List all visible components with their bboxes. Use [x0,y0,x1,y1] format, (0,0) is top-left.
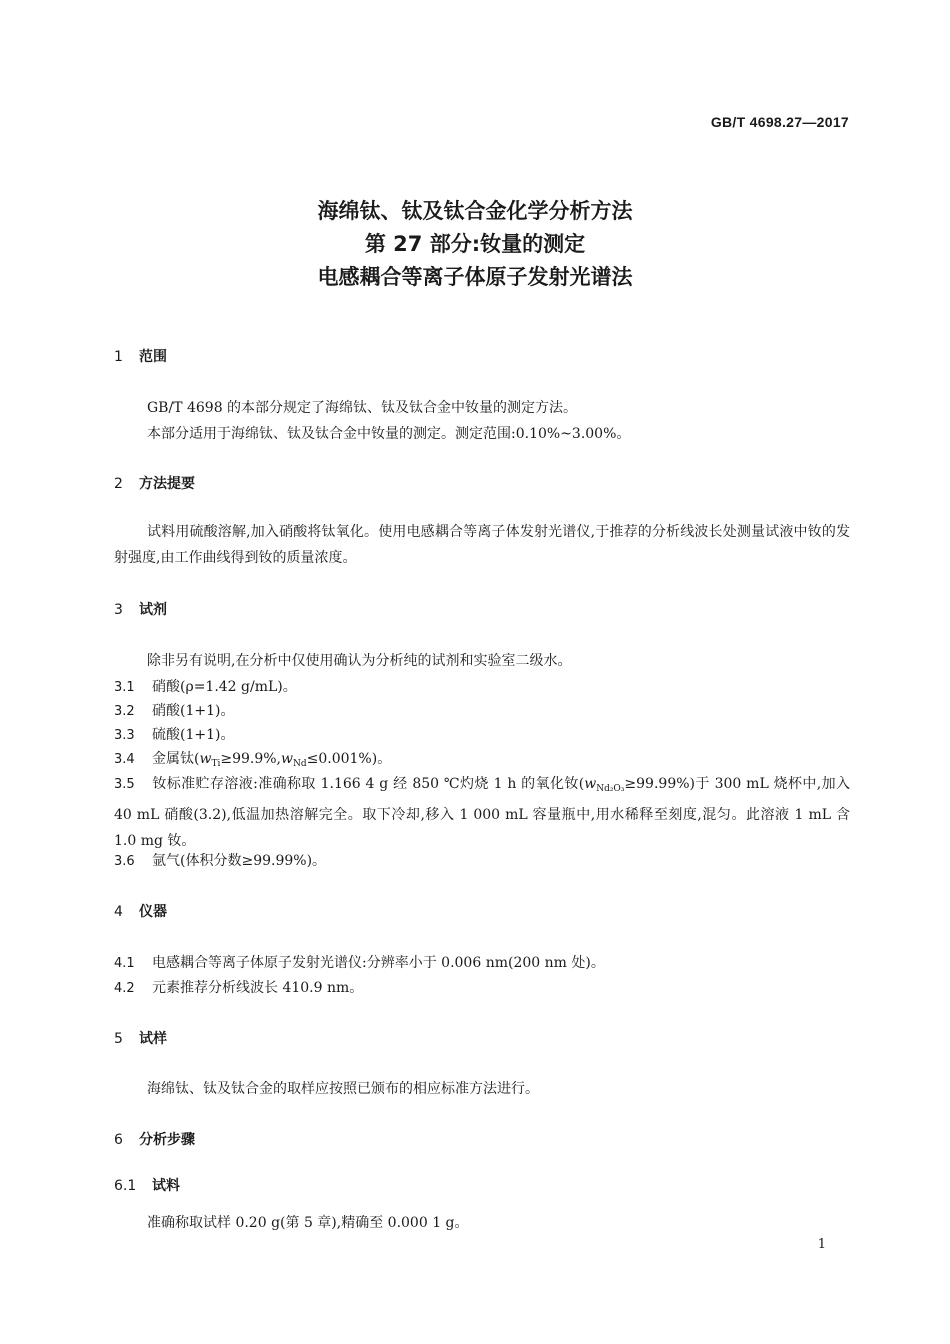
list-item [114,700,234,720]
section-heading-procedure [114,1129,195,1149]
mass-fraction-symbol: w [281,751,293,767]
item-text: 元素推荐分析线波长 410.9 nm。 [152,980,364,996]
list-item [114,977,363,997]
title-line-3: 电感耦合等离子体原子发射光谱法 [317,265,633,289]
mass-fraction-symbol: w [584,776,597,792]
paragraph: 试料用硫酸溶解,加入硝酸将钛氧化。使用电感耦合等离子体发射光谱仪,于推荐的分析线波长处测量试液中钕的发射强度,由工作曲线得到钕的质量浓度。 [114,524,850,566]
section-title: 仪器 [139,904,167,920]
subsection-number: 6.1 [114,1178,137,1194]
mass-fraction-symbol: w [199,751,212,767]
item-number: 3.2 [114,704,135,719]
page-number: 1 [817,1237,826,1252]
title-line-2: 第 27 部分:钕量的测定 [364,232,586,256]
section-heading-sample [114,1028,167,1048]
section-title: 方法提要 [139,476,195,492]
section-title: 范围 [139,349,167,365]
section-number: 5 [114,1031,123,1047]
item-number: 4.1 [114,956,135,971]
item-text-part: ≤0.001%)。 [306,751,392,767]
item-number: 3.4 [114,752,135,767]
item-number: 3.1 [114,680,135,695]
paragraph: GB/T 4698 的本部分规定了海绵钛、钛及钛合金中钕量的测定方法。 [147,400,578,416]
list-item [114,771,850,854]
subsection-title: 试料 [152,1178,180,1194]
item-number: 4.2 [114,981,135,996]
item-text-part: 钕标准贮存溶液:准确称取 1.166 4 g 经 850 ℃灼烧 1 h 的氧化钕( [152,776,585,792]
item-text: 硫酸(1+1)。 [152,727,235,743]
list-item [114,676,297,696]
section-number: 3 [114,602,123,618]
item-text-part: 金属钛( [152,751,200,767]
subscript: Nd [292,759,307,769]
list-item [114,850,326,870]
list-item [114,748,391,769]
document-title [0,195,950,294]
item-number: 3.5 [114,777,135,792]
list-item [114,724,234,744]
section-heading-apparatus [114,901,167,921]
section-heading-reagents [114,599,167,619]
subsection-heading-test-portion [114,1175,180,1195]
item-text-part: ≥99.9%, [220,751,281,767]
paragraph: 准确称取试样 0.20 g(第 5 章),精确至 0.000 1 g。 [147,1215,469,1231]
paragraph: 海绵钛、钛及钛合金的取样应按照已颁布的相应标准方法进行。 [147,1081,539,1097]
section-number: 6 [114,1132,123,1148]
section-heading-principle [114,473,195,493]
section-heading-scope [114,346,167,366]
section-number: 4 [114,904,123,920]
section-number: 1 [114,349,123,365]
item-text: 电感耦合等离子体原子发射光谱仪:分辨率小于 0.006 nm(200 nm 处)。 [152,955,605,971]
item-number: 3.6 [114,854,135,869]
section-number: 2 [114,476,123,492]
section-title: 试剂 [139,602,167,618]
item-text: 氩气(体积分数≥99.99%)。 [152,853,327,869]
paragraph: 除非另有说明,在分析中仅使用确认为分析纯的试剂和实验室二级水。 [147,653,572,669]
standard-code: GB/T 4698.27—2017 [710,114,849,130]
item-text-part: ≥99.99%)于 300 mL 烧杯中,加入 40 mL 硝酸(3.2),低温加热溶解完全。取下冷却,移入 1 000 mL 容量瓶中,用水稀释至刻度,混匀。此溶液 1 mL 含 1.0 mg 钕。 [114,776,850,849]
list-item [114,952,605,972]
paragraph: 本部分适用于海绵钛、钛及钛合金中钕量的测定。测定范围:0.10%~3.00%。 [147,426,631,442]
item-text: 硝酸(ρ=1.42 g/mL)。 [152,679,297,695]
section-title: 分析步骤 [139,1132,195,1148]
item-text: 硝酸(1+1)。 [152,703,235,719]
title-line-1: 海绵钛、钛及钛合金化学分析方法 [317,199,633,223]
subscript: Nd₂O₃ [596,784,625,794]
subscript: Ti [211,759,221,769]
section-title: 试样 [139,1031,167,1047]
item-number: 3.3 [114,728,135,743]
